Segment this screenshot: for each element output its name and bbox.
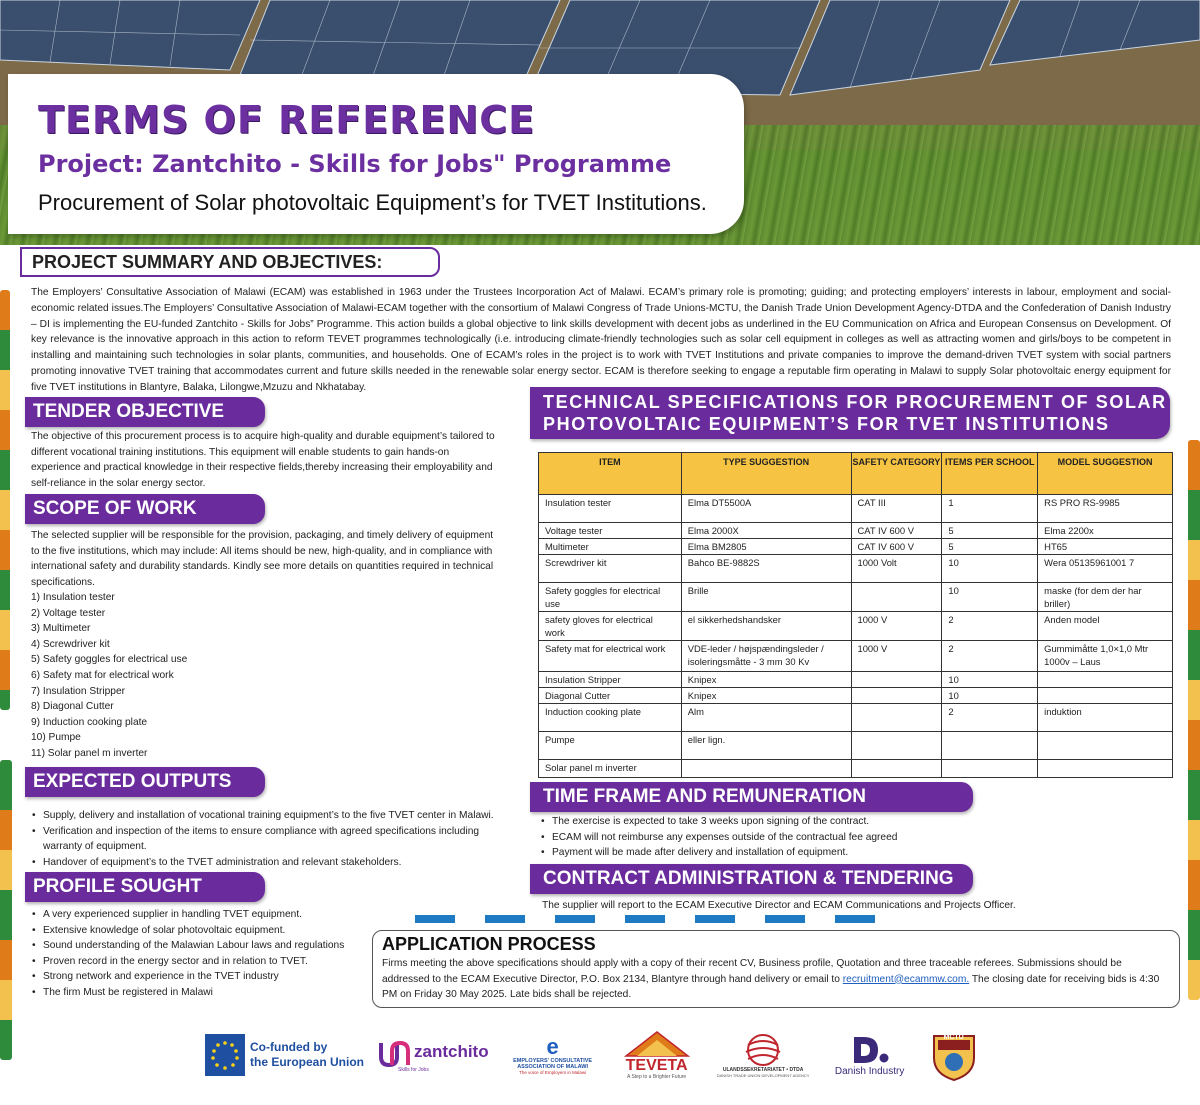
table-cell [1038,672,1173,688]
table-row [539,641,1173,672]
timeframe-heading: TIME FRAME AND REMUNERATION [530,782,973,812]
table-row [539,495,1173,523]
list-item: • Supply, delivery and installation of vocational training equipment’s to the five TVET center in Malawi. [31,808,501,824]
table-cell [851,688,942,704]
page-title: TERMS OF REFERENCE [38,98,536,142]
application-text: Firms meeting the above specifications should apply with a copy of their recent CV, Business profile, Quotation and three traceable referees. Submissions should be addressed to the ECAM Executive Director, P.O. Box 2134, Blantyre through hand delivery or email to [382,958,1122,985]
table-row [539,539,1173,555]
expected-outputs-heading: EXPECTED OUTPUTS [25,767,265,797]
mctu-logo [924,1026,984,1084]
side-decoration [0,290,10,710]
tender-objective-heading: TENDER OBJECTIVE [25,397,265,427]
table-row [539,760,1173,778]
project-prefix: Project: [38,150,153,178]
table-cell: Elma 2000X [681,523,851,539]
table-cell: 2 [942,612,1038,641]
table-cell: safety gloves for electrical work [539,612,682,641]
expected-outputs-list [31,808,501,870]
list-item: 3) Multimeter [31,623,91,635]
zantchito-mark-icon [378,1037,412,1067]
table-cell: CAT IV 600 V [851,523,942,539]
table-cell: maske (for dem der har briller) [1038,583,1173,612]
table-cell: Voltage tester [539,523,682,539]
table-cell [1038,732,1173,760]
list-item: 8) Diagonal Cutter [31,701,114,713]
zantchito-logo [378,1026,489,1084]
side-decoration [1188,440,1200,1000]
ecam-mark-icon: e [546,1033,559,1059]
table-cell: Brille [681,583,851,612]
column-header: TYPE SUGGESTION [681,453,851,495]
table-cell: 5 [942,539,1038,555]
table-header-row [539,453,1173,495]
ecam-line2: ASSOCIATION OF MALAWI [517,1063,588,1070]
list-item: 11) Solar panel m inverter [31,747,148,759]
list-item: • Payment will be made after delivery and installation of equipment. [540,845,1140,861]
teveta-mark-icon [622,1030,692,1058]
table-cell: CAT III [851,495,942,523]
table-cell [851,732,942,760]
table-cell [681,760,851,778]
table-cell: Safety goggles for electrical use [539,583,682,612]
table-cell: Anden model [1038,612,1173,641]
table-cell: 1000 V [851,612,942,641]
tech-specs-heading-line2: PHOTOVOLTAIC EQUIPMENT’S FOR TVET INSTITUTIONS [543,414,1110,434]
table-cell: Elma DT5500A [681,495,851,523]
list-item: 6) Safety mat for electrical work [31,669,174,681]
email-link[interactable]: recruitment@ecammw.com. [842,973,970,985]
zantchito-sub: Skills for Jobs [398,1067,429,1073]
dtda-globe-icon [738,1033,788,1067]
table-cell: induktion [1038,704,1173,732]
list-item: • ECAM will not reimburse any expenses outside of the contractual fee agreed [540,830,1140,846]
table-cell: Insulation tester [539,495,682,523]
dtda-logo [711,1026,816,1084]
table-cell: 1000 V [851,641,942,672]
application-body [382,956,1172,1003]
table-cell: HT65 [1038,539,1173,555]
table-cell: Diagonal Cutter [539,688,682,704]
application-heading: APPLICATION PROCESS [382,934,596,954]
table-cell: VDE-leder / højspændingsleder / isoleringsmåtte - 3 mm 30 Kv [681,641,851,672]
list-item: • Verification and inspection of the items to ensure compliance with agreed specifications including warranty of equipment. [31,824,501,855]
table-cell [851,704,942,732]
list-item: • The exercise is expected to take 3 weeks upon signing of the contract. [540,814,1140,830]
list-item: 5) Safety goggles for electrical use [31,654,188,666]
ecam-line1: EMPLOYERS' CONSULTATIVE [513,1057,593,1064]
profile-heading: PROFILE SOUGHT [25,872,265,902]
eu-logo [205,1026,364,1084]
column-header: ITEMS PER SCHOOL [942,453,1038,495]
table-cell: Bahco BE-9882S [681,555,851,583]
table-cell [942,760,1038,778]
table-row [539,523,1173,539]
table-cell: Alm [681,704,851,732]
partner-logos [205,1025,985,1085]
table-cell: 1000 Volt [851,555,942,583]
scope-body: The selected supplier will be responsible for the provision, packaging, and timely delivery of equipment to the five institutions, which may include: All items should be new, high-quality, and in compliance with international safety and durability standards. Kindly see more details on quantities required in technical specifications. [31,530,494,588]
table-cell: 10 [942,583,1038,612]
danish-industry-logo [830,1026,910,1084]
list-item: • Strong network and experience in the TVET industry [31,969,371,985]
table-cell [851,760,942,778]
table-row [539,732,1173,760]
column-header: SAFETY CATEGORY [851,453,942,495]
spec-table [538,452,1173,778]
di-text: Danish Industry [834,1065,905,1077]
profile-list [31,907,371,1001]
table-row [539,688,1173,704]
tech-specs-heading [530,387,1170,439]
list-item: 7) Insulation Stripper [31,685,126,697]
table-cell: Knipex [681,672,851,688]
zantchito-text: zantchito [414,1042,489,1061]
table-cell [942,732,1038,760]
project-title [38,150,671,178]
timeframe-list [540,814,1140,861]
list-item: • The firm Must be registered in Malawi [31,985,371,1001]
table-cell: 10 [942,555,1038,583]
table-cell: Safety mat for electrical work [539,641,682,672]
column-header: MODEL SUGGESTION [1038,453,1173,495]
table-cell: 5 [942,523,1038,539]
table-cell: Knipex [681,688,851,704]
column-header: ITEM [539,453,682,495]
list-item: • Sound understanding of the Malawian Labour laws and regulations [31,938,371,954]
table-cell: el sikkerhedshandsker [681,612,851,641]
table-cell: CAT IV 600 V [851,539,942,555]
table-cell: Screwdriver kit [539,555,682,583]
table-row [539,583,1173,612]
project-name: Zantchito - Skills for Jobs" Programme [152,150,672,178]
dtda-text: ULANDSSEKRETARIATET • DTDA [722,1066,804,1073]
table-cell: 2 [942,704,1038,732]
blue-stripes [415,915,875,923]
list-item: 4) Screwdriver kit [31,638,110,650]
list-item: 10) Pumpe [31,732,81,744]
table-row [539,704,1173,732]
table-cell: Elma BM2805 [681,539,851,555]
list-item: 2) Voltage tester [31,607,106,619]
page-subtitle: Procurement of Solar photovoltaic Equipment’s for TVET Institutions. [38,190,707,215]
contract-body: The supplier will report to the ECAM Executive Director and ECAM Communications and Projects Officer. [542,900,1016,911]
table-row [539,555,1173,583]
teveta-logo [617,1026,697,1084]
table-cell: Gummimåtte 1,0×1,0 Mtr 1000v – Laus [1038,641,1173,672]
table-cell [851,672,942,688]
table-cell [851,583,942,612]
table-cell: 10 [942,688,1038,704]
table-cell [1038,760,1173,778]
tech-specs-heading-line1: TECHNICAL SPECIFICATIONS FOR PROCUREMENT OF SOLAR [543,392,1167,412]
teveta-sub: A Step to a Brighter Future [627,1074,687,1080]
tender-objective-body: The objective of this procurement process is to acquire high-quality and durable equipment’s tailored to different vocational training institutions. This equipment will enable students to gain hands-on experience and practical knowledge in their respective fields,thereby increasing their employability and self-reliance in the solar energy sector. [31,431,495,489]
mctu-text: MCTU [943,1033,964,1041]
contract-heading: CONTRACT ADMINISTRATION & TENDERING [530,864,973,894]
table-cell: eller lign. [681,732,851,760]
teveta-text: TEVETA [625,1057,688,1074]
table-row [539,672,1173,688]
summary-body: The Employers’ Consultative Association of Malawi (ECAM) was established in 1963 under the Trustees Incorporation Act of Malawi. ECAM’s primary role is promoting; guiding; and protecting employers’ interests in labour, employment and social-economic related issues.The Employers’ Consultative Association of Malawi-ECAM together with the consortium of Malawi Congress of Trade Unions-MCTU, the Danish Trade Union Development Agency-DTDA and the Confederation of Danish Industry – DI is implementing the EU-funded Zantchito - Skills for Jobs” Programme. This action builds a global objective to link skills development with decent jobs as underlined in the EU Communication on Africa and European Consensus on Development. Of key relevance is the innovative approach in this action to reform TEVET programmes technologically (i.e. introducing climate-friendly technologies such as solar cell equipment in colleges as well as attracting women and girls/boys to be competent in installing and maintaining such technologies in solar plants, communities, and households. One of ECAM’s roles in the project is to work with TVET Institutions and private companies to improve the demand-driven TVET system with social partners promoting innovative TVET training that accommodates current and future skills needed in the renewable solar energy sector. ECAM is therefore seeking to engage a reputable firm operating in Malawi to supply Solar photovoltaic energy equipment for five TVET institutions in Blantyre, Balaka, Lilongwe,Mzuzu and Nkhatabay. [31,287,1171,393]
table-cell: Multimeter [539,539,682,555]
ecam-logo [503,1026,603,1084]
di-mark-icon [850,1034,890,1066]
list-item: • Handover of equipment’s to the TVET administration and relevant stakeholders. [31,855,501,871]
eu-line1: Co-funded by [250,1040,328,1054]
table-cell: Insulation Stripper [539,672,682,688]
dtda-sub: DANISH TRADE UNION DEVELOPMENT AGENCY [716,1072,810,1078]
table-cell: Induction cooking plate [539,704,682,732]
list-item: 9) Induction cooking plate [31,716,148,728]
eu-flag-icon [205,1034,245,1076]
table-row [539,612,1173,641]
table-cell: Pumpe [539,732,682,760]
table-cell: 10 [942,672,1038,688]
table-cell: 1 [942,495,1038,523]
table-cell: Wera 05135961001 7 [1038,555,1173,583]
scope-list [31,590,187,762]
list-item: • Proven record in the energy sector and in relation to TVET. [31,954,371,970]
table-cell: Solar panel m inverter [539,760,682,778]
table-cell [1038,688,1173,704]
ecam-line3: The voice of Employers in Malawi [519,1069,587,1075]
side-decoration [0,760,12,1060]
eu-line2: the European Union [250,1055,364,1069]
table-cell: Elma 2200x [1038,523,1173,539]
scope-heading: SCOPE OF WORK [25,494,265,524]
list-item: • A very experienced supplier in handling TVET equipment. [31,907,371,923]
table-cell: 2 [942,641,1038,672]
summary-heading: PROJECT SUMMARY AND OBJECTIVES: [20,247,440,277]
table-cell: RS PRO RS-9985 [1038,495,1173,523]
list-item: • Extensive knowledge of solar photovoltaic equipment. [31,923,371,939]
application-text: The closing date for receiving bids is 4:30 PM on Friday 30 May 2025. Late bids shall be rejected. [382,973,1160,1001]
list-item: 1) Insulation tester [31,592,115,603]
